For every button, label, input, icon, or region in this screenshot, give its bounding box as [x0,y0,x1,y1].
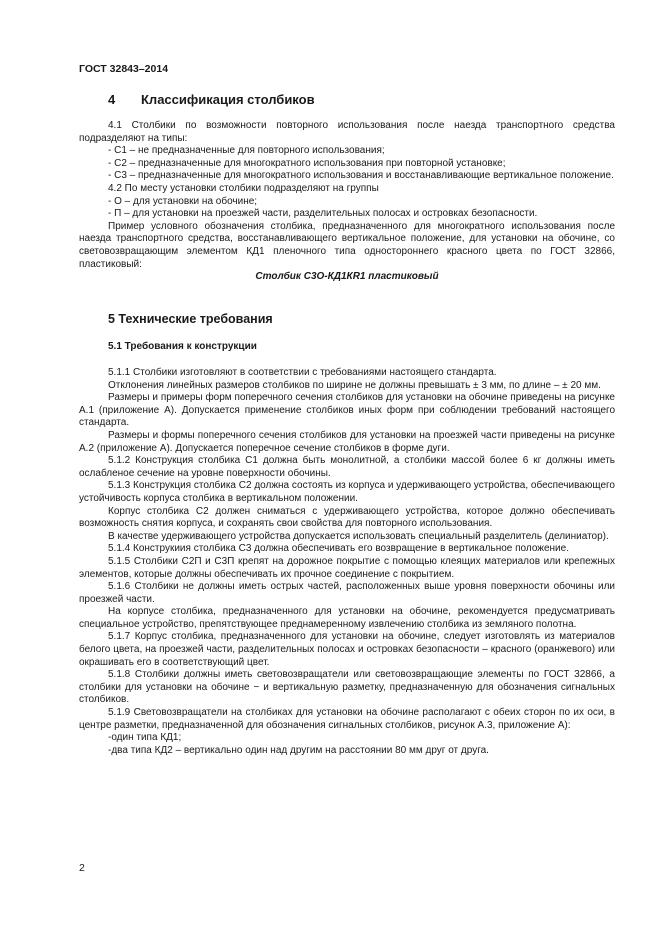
paragraph: Размеры и формы поперечного сечения столбиков для установки на проезжей части приведены на рисунке А.2 (приложение А). Допускается поперечное сечение столбиков в форме дуги. [79,429,615,454]
section-4-heading [108,92,315,107]
list-item: -один типа КД1; [108,732,182,744]
paragraph: На корпусе столбика, предназначенного для установки на обочине, рекомендуется предусматривать специальное устройство, препятствующее преднамеренному извлечению столбика из земляного полотна. [79,606,615,630]
section-4-title: Классификация столбиков [141,92,315,107]
type-item: - С2 – предназначенные для многократного использования при повторной установке; [108,157,506,169]
paragraph: 5.1.9 Световозвращатели на столбиках для установки на обочине располагают с обеих сторон по их оси, в центре разметки, предназначенной для обозначения сигнальных столбиков, рисунок А.3, приложение А): [79,707,615,731]
paragraph-4-2: 4.2 По месту установки столбики подразделяют на группы [108,182,379,194]
paragraph: В качестве удерживающего устройства допускается использовать специальный разделитель (делиниатор). [108,530,609,542]
paragraph: Корпус столбика С2 должен сниматься с удерживающего устройства, которое должно обеспечивать возможность снятия корпуса, и сохранять свои свойства для повторного использования. [79,505,615,530]
section-5-heading: 5 Технические требования [108,312,273,326]
section-5-body [79,367,615,757]
type-item: - С1 – не предназначенные для повторного использования; [108,145,385,157]
type-item: - С3 – предназначенные для многократного использования и восстанавливающие вертикальное положение. [108,170,614,182]
subsection-5-1-heading: 5.1 Требования к конструкции [108,341,257,352]
list-item: -два типа КД2 – вертикально один над другим на расстоянии 80 мм друг от друга. [108,744,489,756]
paragraph: 5.1.3 Конструкция столбика С2 должна состоять из корпуса и удерживающего устройства, обеспечивающего устойчивость корпуса столбика в вертикальном положении. [79,480,615,504]
section-4-body [79,120,615,284]
paragraph: Отклонения линейных размеров столбиков по ширине не должны превышать ± 3 мм, по длине – ± 20 мм. [108,379,601,391]
paragraph: 5.1.1 Столбики изготовляют в соответствии с требованиями настоящего стандарта. [108,367,497,378]
example-designation: Столбик С3О-КД1КR1 пластиковый [255,271,439,283]
section-4-number: 4 [108,92,116,107]
paragraph: 5.1.6 Столбики не должны иметь острых частей, расположенных выше уровня поверхности обочины или проезжей части. [79,581,615,605]
subsection-5-1 [79,341,615,354]
paragraph: 5.1.4 Конструкиия столбика С3 должна обеспечивать его возвращение в вертикальное положение. [108,543,569,555]
paragraph: 5.1.2 Конструкция столбика С1 должна быть монолитной, а столбики массой более 6 кг должны иметь ослабленое сечение на уровне поверхности обочины. [79,455,615,479]
group-item: - П – для установки на проезжей части, разделительных полосах и островках безопасности. [108,208,538,220]
paragraph: Размеры и примеры форм поперечного сечения столбиков для установки на обочине приведены на рисунке А.1 (приложение А). Допускается применение столбиков иных форм при соблюдении требований настоящего стандарта. [79,392,615,429]
document-header: ГОСТ 32843–2014 [79,63,169,75]
paragraph: 5.1.8 Столбики должны иметь световозвращатели или световозвращающие элементы по ГОСТ 32866, а столбики для установки на обочине − и вертикальную разметку, предназначенную для обозначения сигнальных столбиков. [79,669,615,706]
paragraph-4-1: 4.1 Столбики по возможности повторного использования после наезда транспортного средства подразделяют на типы: [79,120,615,144]
paragraph: 5.1.7 Корпус столбика, предназначенного для установки на обочине, следует изготовлять из материалов белого цвета, на проезжей части, разделительных полосах и островках безопасности – красного (оранжевого) или окрашивать его в соответствующий цвет. [79,631,615,668]
paragraph: 5.1.5 Столбики С2П и С3П крепят на дорожное покрытие с помощью клеящих материалов или крепежных элементов, которые должны обеспечивать их прочное соединение с покрытием. [79,555,615,580]
page-number: 2 [79,862,85,874]
group-item: - О – для установки на обочине; [108,195,258,207]
section-5 [79,313,615,326]
example-paragraph: Пример условного обозначения столбика, предназначенного для многократного использования после наезда транспортного средства, восстанавливающего вертикальное положение, для установки на обочине, со световозвращающим элементом КД1 пленочного типа одностороннего красного цвета по ГОСТ 32866, пластиковый: [79,220,615,270]
